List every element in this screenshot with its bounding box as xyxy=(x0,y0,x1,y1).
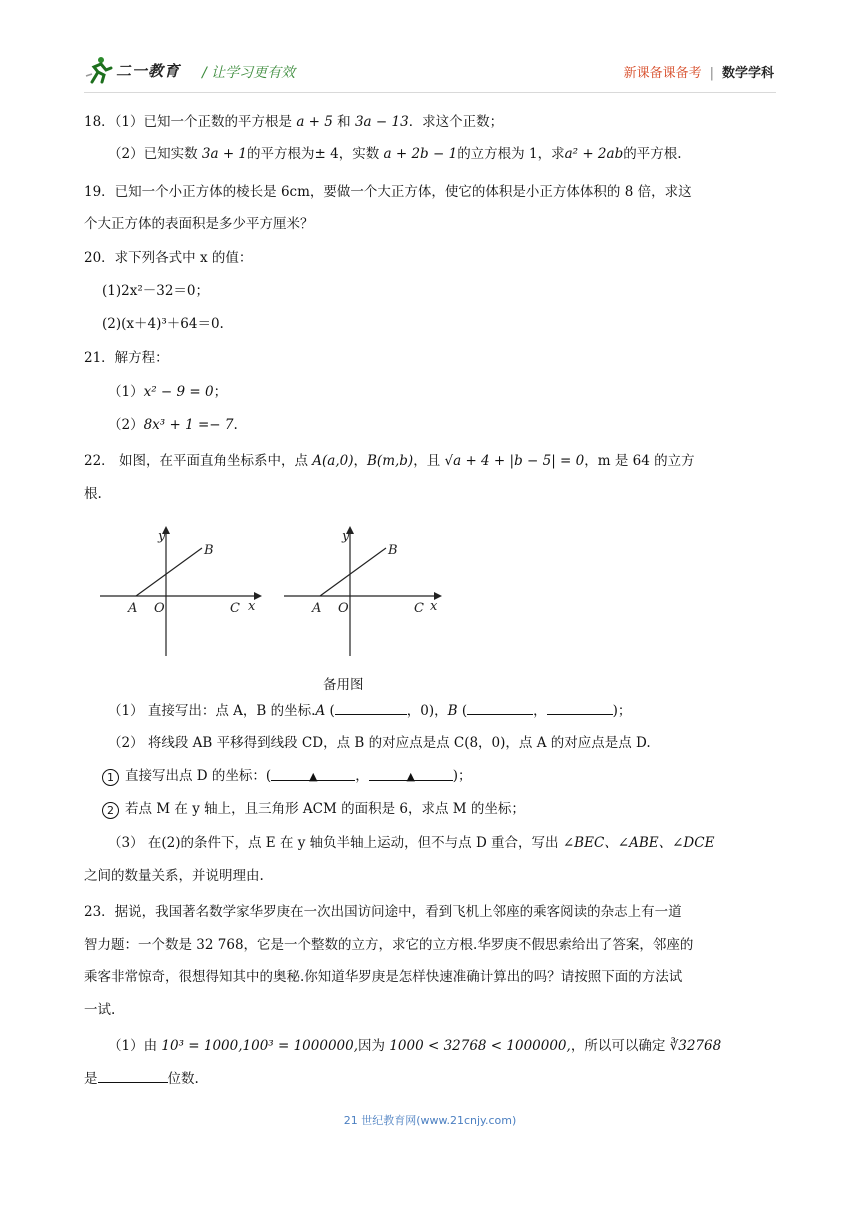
q22-part-2: （2） 将线段 AB 平移得到线段 CD，点 B 的对应点是点 C(8，0)，点 A 的对应点是点 D. xyxy=(108,735,651,751)
q18-p2-text-a: （2）已知实数 xyxy=(108,146,198,162)
q22-p1-text-e: ， xyxy=(533,703,547,719)
answer-blank-b-y[interactable] xyxy=(547,700,613,715)
fig1-label-a: A xyxy=(128,601,138,616)
q23-p1-cube-root: ∛32768 xyxy=(669,1038,722,1054)
header-tag-course: 新课备课备考 xyxy=(623,66,702,81)
q23-p1-text-a: （1）由 xyxy=(108,1038,158,1054)
q23-line-3: 乘客非常惊奇，很想得知其中的奥秘.你知道华罗庚是怎样快速准确计算出的吗？请按照下面的方法试 xyxy=(84,969,683,985)
answer-blank-a-x[interactable] xyxy=(335,700,407,715)
circled-number-1: 1 xyxy=(102,769,119,786)
q22-math-3: √a + 4 + |b − 5| = 0 xyxy=(444,453,585,469)
answer-blank-b-x[interactable] xyxy=(467,700,533,715)
q20-line-1: 20．求下列各式中 x 的值： xyxy=(84,250,253,266)
fig1-label-y: y xyxy=(158,529,166,544)
q18-text-b: 和 xyxy=(337,114,351,130)
circled-number-2: 2 xyxy=(102,802,119,819)
q23-p1-math-2: 1000 < 32768 < 1000000, xyxy=(389,1038,571,1054)
fig2-label-x: x xyxy=(430,599,438,614)
q22-p1-text-a: （1） 直接写出：点 A，B 的坐标. xyxy=(108,703,316,719)
q23-part-1-line-2 xyxy=(84,1068,199,1089)
q21-p1-math: x² − 9 = 0 xyxy=(143,384,214,400)
q18-line-2 xyxy=(108,144,682,164)
q21-p2-end: . xyxy=(233,417,238,433)
q22-p3-angles: ∠BEC、∠ABE、∠DCE xyxy=(562,835,715,851)
fig2-label-y: y xyxy=(342,529,350,544)
header-separator: | xyxy=(709,66,714,81)
q22-part-3 xyxy=(108,833,714,853)
figure-caption: 备用图 xyxy=(323,677,364,693)
q22-p1-text-c: ，0)， xyxy=(406,703,448,719)
q21-line-1: 21．解方程： xyxy=(84,350,169,366)
q22-sub-2 xyxy=(102,799,525,819)
q19-line-2: 个大正方体的表面积是多少平方厘米？ xyxy=(84,216,314,232)
q23-p2-text-a: 是 xyxy=(84,1071,98,1087)
q22-text-a: 22． 如图，在平面直角坐标系中，点 xyxy=(84,453,308,469)
fig1-label-b: B xyxy=(204,543,214,558)
header-divider xyxy=(84,92,776,93)
q22-p1-point-b: B xyxy=(447,703,458,719)
q23-p1-text-c: ，所以可以确定 xyxy=(570,1038,666,1054)
q18-p2-math-1: 3a + 1 xyxy=(201,146,248,162)
header-subject xyxy=(624,62,774,81)
q21-p1-label: （1） xyxy=(108,384,144,400)
q22-p1-text-b: ( xyxy=(325,703,335,719)
q18-math-1: a + 5 xyxy=(296,114,333,130)
header-tag-subject: 数学学科 xyxy=(721,66,774,81)
q22-line-2: 根. xyxy=(84,486,102,502)
q18-math-2: 3a − 13 xyxy=(354,114,409,130)
q23-p2-text-b: 位数. xyxy=(167,1071,199,1087)
q22-part-1 xyxy=(108,700,631,721)
fig2-label-c: C xyxy=(414,601,424,616)
q20-line-2: (1)2x²－32＝0； xyxy=(102,283,210,299)
coordinate-figure-1 xyxy=(96,522,266,662)
q23-part-1 xyxy=(108,1036,721,1056)
brand-logo xyxy=(84,56,180,84)
q18-text-c: ．求这个正数； xyxy=(408,114,504,130)
fig2-label-a: A xyxy=(312,601,322,616)
q22-p1-text-f: )； xyxy=(612,703,632,719)
q22-p1-text-d: ( xyxy=(457,703,468,719)
logo-text: 二一教育 xyxy=(116,61,181,80)
page-footer: 21 世纪教育网(www.21cnjy.com) xyxy=(343,1114,517,1127)
q22-math-1: A(a,0) xyxy=(312,453,354,469)
q22-math-2: B(m,b) xyxy=(367,453,414,469)
q22-text-b: ， xyxy=(353,453,367,469)
q23-p1-text-b: 因为 xyxy=(358,1038,386,1054)
q22-sub1-text-b: ， xyxy=(355,768,369,784)
blank-marker: ▲ xyxy=(308,770,318,783)
slogan: / 让学习更有效 xyxy=(202,65,296,81)
fig1-label-c: C xyxy=(230,601,240,616)
q22-sub1-text-a: 直接写出点 D 的坐标：( xyxy=(125,768,272,784)
q22-line-1 xyxy=(84,451,695,471)
q21-line-3 xyxy=(108,415,238,435)
q18-p2-text-d: 的平方根. xyxy=(623,146,682,162)
q22-sub2-text: 若点 M 在 y 轴上，且三角形 ACM 的面积是 6，求点 M 的坐标； xyxy=(125,801,525,817)
fig2-label-b: B xyxy=(388,543,398,558)
answer-blank-d-x[interactable] xyxy=(271,766,355,781)
q18-p2-math-2: a + 2b − 1 xyxy=(383,146,458,162)
page-header xyxy=(84,52,774,92)
fig1-label-x: x xyxy=(248,599,256,614)
q18-p2-text-b: 的平方根为± 4，实数 xyxy=(247,146,380,162)
q19-line-1: 19．已知一个小正方体的棱长是 6cm，要做一个大正方体，使它的体积是小正方体体积的 8 倍，求这 xyxy=(84,184,692,200)
answer-blank-d-y[interactable] xyxy=(369,766,453,781)
q23-line-1: 23．据说，我国著名数学家华罗庚在一次出国访问途中，看到飞机上邻座的乘客阅读的杂志上有一道 xyxy=(84,904,682,920)
q21-p2-label: （2） xyxy=(108,417,144,433)
q20-line-3: (2)(x＋4)³＋64＝0. xyxy=(102,316,224,332)
q18-p2-text-c: 的立方根为 1，求 xyxy=(457,146,565,162)
q18-p2-math-3: a² + 2ab xyxy=(564,146,624,162)
q23-line-2: 智力题：一个数是 32 768，它是一个整数的立方，求它的立方根.华罗庚不假思索给出了答案，邻座的 xyxy=(84,937,694,953)
answer-blank-digits[interactable] xyxy=(98,1068,168,1083)
q21-p2-math: 8x³ + 1 =− 7 xyxy=(143,417,234,433)
runner-icon xyxy=(84,56,114,84)
q22-part-3-line-2: 之间的数量关系，并说明理由. xyxy=(84,868,264,884)
q23-p1-math-1: 10³ = 1000,100³ = 1000000, xyxy=(161,1038,359,1054)
fig1-label-o: O xyxy=(154,601,165,616)
q22-sub1-text-c: )； xyxy=(452,768,472,784)
coordinate-figure-2 xyxy=(280,522,450,662)
q22-text-c: ，且 xyxy=(413,453,441,469)
blank-marker: ▲ xyxy=(406,770,415,783)
q22-text-d: ，m 是 64 的立方 xyxy=(584,453,695,469)
q22-sub-1 xyxy=(102,766,471,786)
q22-p1-point-a: A xyxy=(315,703,326,719)
q18-text-a: 18．（1）已知一个正数的平方根是 xyxy=(84,114,293,130)
q22-p3-text: （3） 在(2)的条件下，点 E 在 y 轴负半轴上运动，但不与点 D 重合，写出 xyxy=(108,835,559,851)
q18-line-1 xyxy=(84,112,503,132)
q21-line-2 xyxy=(108,382,227,402)
q23-line-4: 一试. xyxy=(84,1002,116,1018)
fig2-label-o: O xyxy=(338,601,349,616)
q21-p1-end: ； xyxy=(213,384,228,400)
